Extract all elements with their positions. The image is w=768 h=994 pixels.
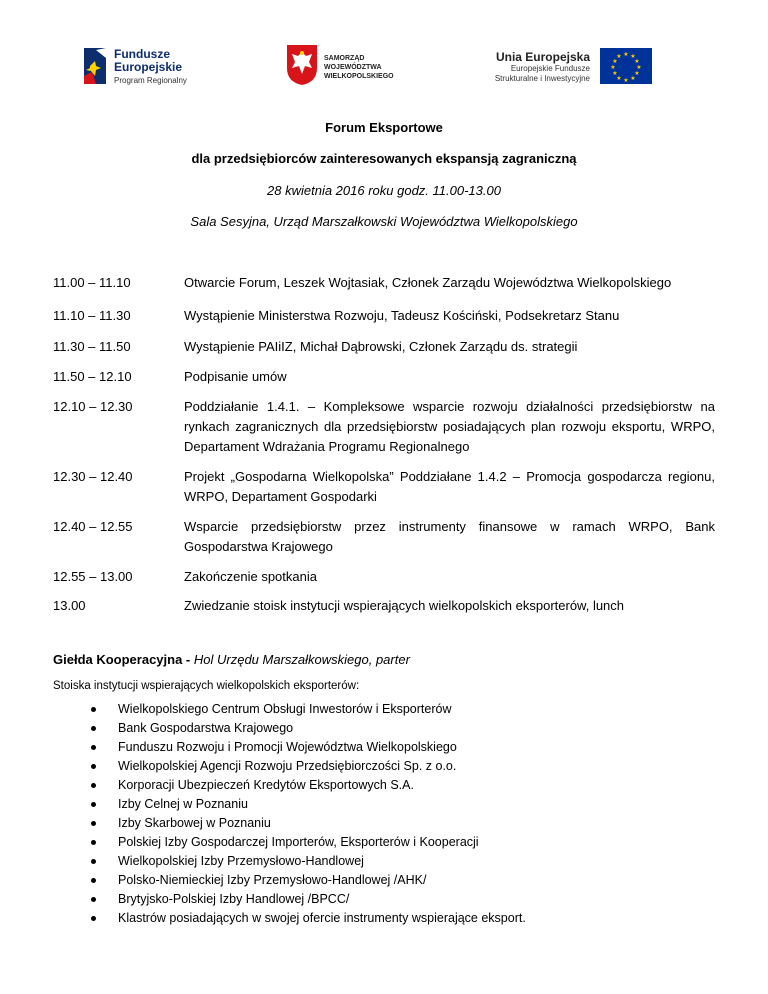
event-venue: Sala Sesyjna, Urząd Marszałkowski Województwa Wielkopolskiego	[190, 214, 578, 229]
list-item-text: Klastrów posiadających w swojej ofercie instrumenty wspierające eksport.	[118, 911, 526, 925]
unia-europejska-logo	[480, 44, 652, 90]
page-subtitle: dla przedsiębiorców zainteresowanych ekspansją zagraniczną	[191, 151, 577, 166]
ue-line1: Unia Europejska	[495, 50, 590, 64]
list-item-text: Brytyjsko-Polskiej Izby Handlowej /BPCC/	[118, 892, 350, 906]
agenda-time: 12.40 – 12.55	[53, 519, 133, 534]
list-item-text: Izby Celnej w Poznaniu	[118, 797, 248, 811]
gielda-location: Hol Urzędu Marszałkowskiego, parter	[193, 652, 410, 667]
eu-flag-icon	[600, 48, 652, 84]
bullet-icon	[91, 764, 96, 769]
gielda-heading	[53, 652, 410, 667]
list-item	[53, 890, 703, 909]
fe-line1: Fundusze	[114, 47, 170, 61]
agenda-time: 12.55 – 13.00	[53, 569, 133, 584]
svg-text:★: ★	[634, 70, 640, 77]
fe-star-icon	[82, 46, 108, 86]
agenda-time: 11.30 – 11.50	[53, 339, 131, 354]
list-item-text: Polskiej Izby Gospodarczej Importerów, Eksporterów i Kooperacji	[118, 835, 479, 849]
agenda-desc: Wsparcie przedsiębiorstw przez instrumenty finansowe w ramach WRPO, Bank Gospodarstwa Krajowego	[184, 519, 715, 554]
svg-text:★: ★	[612, 70, 618, 77]
list-item	[53, 909, 703, 928]
fe-line3: Program Regionalny	[114, 76, 187, 85]
sw-line2: WIELKOPOLSKIEGO	[324, 73, 394, 80]
agenda-desc: Zwiedzanie stoisk instytucji wspierających wielkopolskich eksporterów, lunch	[184, 598, 625, 613]
list-item-text: Wielkopolskiej Agencji Rozwoju Przedsiębiorczości Sp. z o.o.	[118, 759, 457, 773]
samorzad-wojewodztwa-logo	[286, 44, 406, 90]
list-item	[53, 795, 703, 814]
svg-text:★: ★	[623, 51, 629, 58]
list-item-text: Korporacji Ubezpieczeń Kredytów Eksportowych S.A.	[118, 778, 414, 792]
list-item	[53, 776, 703, 795]
list-item-text: Wielkopolskiego Centrum Obsługi Inwestorów i Eksporterów	[118, 702, 452, 716]
svg-text:★: ★	[630, 75, 636, 82]
list-item-text: Funduszu Rozwoju i Promocji Województwa Wielkopolskiego	[118, 740, 457, 754]
bullet-icon	[91, 802, 96, 807]
svg-text:★: ★	[616, 75, 622, 82]
svg-text:★: ★	[634, 58, 640, 65]
bullet-icon	[91, 840, 96, 845]
agenda-desc: Projekt „Gospodarna Wielkopolska” Poddziałane 1.4.2 – Promocja gospodarcza regionu, WRPO, Departament Gospodarki	[184, 469, 715, 504]
bullet-icon	[91, 707, 96, 712]
svg-text:★: ★	[610, 64, 616, 71]
logo-bar	[82, 44, 652, 92]
bullet-icon	[91, 897, 96, 902]
svg-text:★: ★	[636, 64, 642, 71]
stoiska-list	[53, 700, 703, 928]
gielda-title: Giełda Kooperacyjna -	[53, 652, 194, 667]
ue-line2: Europejskie Fundusze	[510, 64, 590, 73]
list-item	[53, 738, 703, 757]
fundusze-europejskie-logo	[82, 44, 212, 90]
bullet-icon	[91, 916, 96, 921]
svg-text:★: ★	[612, 58, 618, 65]
ue-line3: Strukturalne i Inwestycyjne	[494, 74, 590, 83]
bullet-icon	[91, 783, 96, 788]
bullet-icon	[91, 821, 96, 826]
list-item	[53, 700, 703, 719]
list-item-text: Bank Gospodarstwa Krajowego	[118, 721, 294, 735]
agenda-time: 11.50 – 12.10	[53, 369, 132, 384]
agenda-desc: Podpisanie umów	[184, 369, 287, 384]
svg-text:★: ★	[630, 53, 636, 60]
list-item	[53, 719, 703, 738]
list-item-text: Polsko-Niemieckiej Izby Przemysłowo-Handlowej /AHK/	[118, 873, 427, 887]
list-item	[53, 871, 703, 890]
event-date: 28 kwietnia 2016 roku godz. 11.00-13.00	[267, 183, 501, 198]
bullet-icon	[91, 726, 96, 731]
agenda-desc: Wystąpienie PAIiIZ, Michał Dąbrowski, Członek Zarządu ds. strategii	[184, 339, 578, 354]
svg-text:★: ★	[616, 53, 622, 60]
list-item	[53, 814, 703, 833]
agenda-time: 12.30 – 12.40	[53, 469, 133, 484]
bullet-icon	[91, 745, 96, 750]
agenda-desc: Poddziałanie 1.4.1. – Kompleksowe wsparcie rozwoju działalności przedsiębiorstw na rynkach zagranicznych dla przedsiębiorstw posiadających plan rozwoju eksportu, WRPO, Departament Wdrażania Programu Regionalnego	[184, 399, 715, 454]
agenda-time: 12.10 – 12.30	[53, 399, 133, 414]
agenda-time: 11.10 – 11.30	[53, 308, 131, 323]
page-title: Forum Eksportowe	[325, 120, 443, 135]
bullet-icon	[91, 859, 96, 864]
stoiska-label: Stoiska instytucji wspierających wielkopolskich eksporterów:	[53, 680, 360, 692]
sw-line1: SAMORZĄD WOJEWÓDZTWA	[324, 55, 382, 71]
list-item	[53, 833, 703, 852]
agenda-desc: Zakończenie spotkania	[184, 569, 317, 584]
svg-text:★: ★	[623, 77, 629, 84]
agenda-desc: Wystąpienie Ministerstwa Rozwoju, Tadeusz Kościński, Podsekretarz Stanu	[184, 308, 620, 323]
list-item	[53, 852, 703, 871]
list-item-text: Wielkopolskiej Izby Przemysłowo-Handlowej	[118, 854, 364, 868]
agenda-time: 11.00 – 11.10	[53, 275, 131, 290]
list-item-text: Izby Skarbowej w Poznaniu	[118, 816, 271, 830]
eagle-shield-icon	[286, 44, 318, 86]
bullet-icon	[91, 878, 96, 883]
fe-line2: Europejskie	[114, 60, 183, 74]
list-item	[53, 757, 703, 776]
agenda-time: 13.00	[53, 598, 86, 613]
agenda-desc: Otwarcie Forum, Leszek Wojtasiak, Członek Zarządu Województwa Wielkopolskiego	[184, 275, 672, 290]
